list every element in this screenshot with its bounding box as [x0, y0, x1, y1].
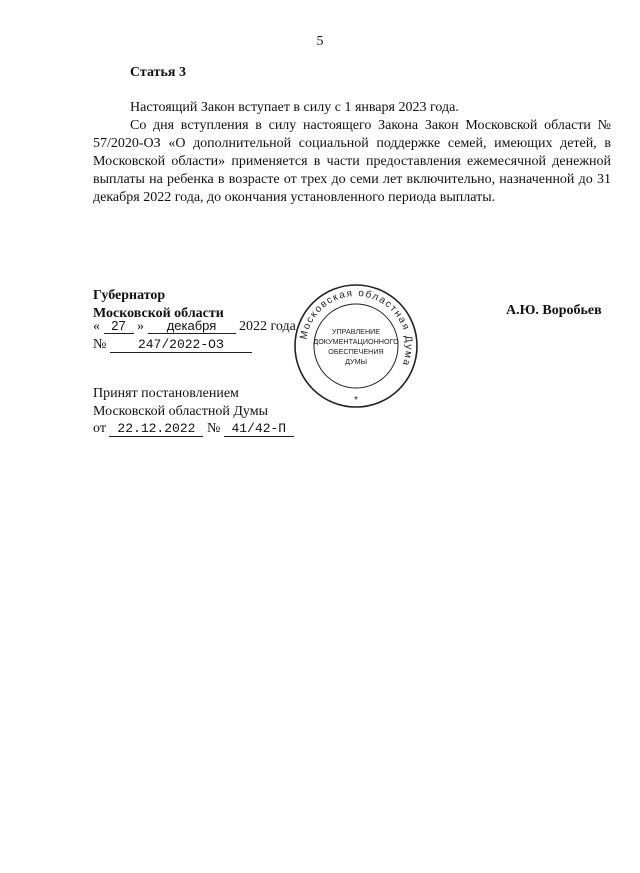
article-title: Статья 3 — [130, 65, 186, 80]
adoption-number-prefix: № — [206, 421, 221, 436]
law-number-line — [93, 337, 252, 353]
adoption-number-value: 41/42-П — [224, 422, 294, 437]
position-line-1: Губернатор — [93, 288, 166, 303]
seal-center-line-4: ДУМЫ — [345, 357, 367, 366]
date-close-quote: » — [137, 319, 144, 334]
date-month: декабря — [148, 319, 236, 334]
seal-ring-text: Московская областная Дума — [298, 287, 415, 369]
date-open-quote: « — [93, 319, 100, 334]
seal-inner-ring — [314, 304, 398, 388]
article-paragraph-1: Настоящий Закон вступает в силу с 1 января 2023 года. — [130, 100, 459, 115]
position-line-2: Московской области — [93, 306, 224, 321]
seal-center-line-3: ОБЕСПЕЧЕНИЯ — [328, 347, 384, 356]
seal-center-line-1: УПРАВЛЕНИЕ — [331, 327, 381, 336]
adoption-date-prefix: от — [93, 421, 106, 436]
signatory-name: А.Ю. Воробьев — [506, 303, 602, 318]
page-number: 5 — [316, 34, 324, 49]
seal-center-line-2: ДОКУМЕНТАЦИОННОГО — [313, 337, 399, 346]
adoption-date-line — [93, 421, 294, 437]
date-year-suffix: 2022 года — [239, 319, 296, 334]
law-number-prefix: № — [93, 337, 107, 352]
seal-star: * — [354, 395, 358, 406]
adoption-line-2: Московской областной Думы — [93, 404, 268, 419]
official-seal — [292, 282, 420, 410]
adoption-date-value: 22.12.2022 — [109, 422, 203, 437]
law-number-value: 247/2022-ОЗ — [110, 338, 252, 353]
adoption-line-1: Принят постановлением — [93, 386, 239, 401]
seal-outer-ring — [295, 285, 417, 407]
article-paragraph-2: Со дня вступления в силу настоящего Закона Закон Московской области № 57/2020-ОЗ «О дополнительной социальной поддержке семей, имеющих детей, в Московской области» применяется в части предоставления ежемесячной денежной выплаты на ребенка в возрасте от трех до семи лет включительно, назначенной до 31 декабря 2022 года, до окончания установленного периода выплаты. — [93, 118, 611, 205]
signature-date-line — [93, 319, 296, 335]
date-day: 27 — [104, 319, 134, 334]
